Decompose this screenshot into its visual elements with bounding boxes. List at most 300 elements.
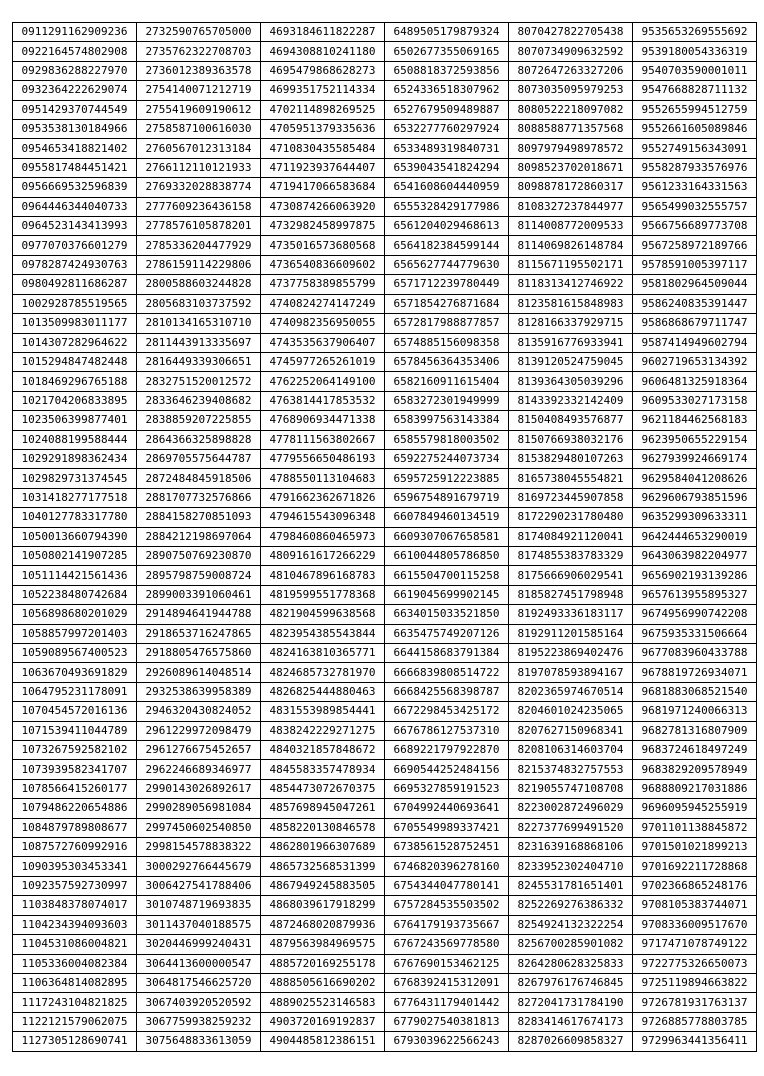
table-cell: 8118313412746922 bbox=[509, 275, 633, 294]
table-cell: 6768392415312091 bbox=[385, 973, 509, 992]
table-cell: 8254924132322254 bbox=[509, 915, 633, 934]
table-row bbox=[13, 1012, 757, 1031]
table-cell: 6574885156098358 bbox=[385, 333, 509, 352]
table-cell: 6757284535503502 bbox=[385, 896, 509, 915]
table-cell: 9587414949602794 bbox=[633, 333, 757, 352]
table-cell: 2735762322708703 bbox=[137, 42, 261, 61]
table-row bbox=[13, 411, 757, 430]
table-cell: 2864366325898828 bbox=[137, 430, 261, 449]
table-cell: 9657613955895327 bbox=[633, 585, 757, 604]
table-cell: 9552655994512759 bbox=[633, 100, 757, 119]
table-cell: 4702114898269525 bbox=[261, 100, 385, 119]
table-cell: 1023506399877401 bbox=[13, 411, 137, 430]
table-cell: 0978287424930763 bbox=[13, 255, 137, 274]
table-cell: 8197078593894167 bbox=[509, 663, 633, 682]
table-cell: 2997450602540850 bbox=[137, 818, 261, 837]
table-cell: 4889025523146583 bbox=[261, 993, 385, 1012]
table-cell: 2769332028838774 bbox=[137, 178, 261, 197]
table-cell: 1014307282964622 bbox=[13, 333, 137, 352]
table-cell: 1021704206833895 bbox=[13, 391, 137, 410]
table-cell: 4768906934471338 bbox=[261, 411, 385, 430]
table-cell: 4824163810365771 bbox=[261, 644, 385, 663]
table-cell: 3064413600000547 bbox=[137, 954, 261, 973]
table-cell: 4888505616690202 bbox=[261, 973, 385, 992]
number-table-body bbox=[13, 23, 757, 1052]
table-cell: 8150408493576877 bbox=[509, 411, 633, 430]
table-row bbox=[13, 760, 757, 779]
table-cell: 6634015033521850 bbox=[385, 605, 509, 624]
table-cell: 1064795231178091 bbox=[13, 682, 137, 701]
table-row bbox=[13, 488, 757, 507]
table-cell: 4705951379335636 bbox=[261, 120, 385, 139]
table-cell: 4868039617918299 bbox=[261, 896, 385, 915]
table-cell: 6585579818003502 bbox=[385, 430, 509, 449]
table-cell: 2810134165310710 bbox=[137, 314, 261, 333]
table-cell: 4695479868628273 bbox=[261, 61, 385, 80]
table-row bbox=[13, 314, 757, 333]
table-row bbox=[13, 508, 757, 527]
table-cell: 1104234394093603 bbox=[13, 915, 137, 934]
table-cell: 9552749156343091 bbox=[633, 139, 757, 158]
number-table bbox=[12, 22, 757, 1052]
table-cell: 9642444653290019 bbox=[633, 527, 757, 546]
table-cell: 4788550113104683 bbox=[261, 469, 385, 488]
table-cell: 6527679509489887 bbox=[385, 100, 509, 119]
table-cell: 9681883068521540 bbox=[633, 682, 757, 701]
table-cell: 8252269276386332 bbox=[509, 896, 633, 915]
table-cell: 6582160911615404 bbox=[385, 372, 509, 391]
table-cell: 0964523143413993 bbox=[13, 217, 137, 236]
table-cell: 0911291162909236 bbox=[13, 23, 137, 42]
table-cell: 1029829731374545 bbox=[13, 469, 137, 488]
table-cell: 8272041731784190 bbox=[509, 993, 633, 1012]
table-row bbox=[13, 139, 757, 158]
table-cell: 6524336518307962 bbox=[385, 81, 509, 100]
table-cell: 1056898680201029 bbox=[13, 605, 137, 624]
table-cell: 8204601024235065 bbox=[509, 702, 633, 721]
table-row bbox=[13, 430, 757, 449]
table-row bbox=[13, 838, 757, 857]
table-cell: 9578591005397117 bbox=[633, 255, 757, 274]
table-cell: 2811443913335697 bbox=[137, 333, 261, 352]
table-cell: 1059089567400523 bbox=[13, 644, 137, 663]
table-cell: 0951429370744549 bbox=[13, 100, 137, 119]
table-cell: 2832751520012572 bbox=[137, 372, 261, 391]
table-cell: 6555328429177986 bbox=[385, 197, 509, 216]
table-cell: 0932364222629074 bbox=[13, 81, 137, 100]
table-cell: 4862801966307689 bbox=[261, 838, 385, 857]
table-cell: 4885720169255178 bbox=[261, 954, 385, 973]
table-cell: 2786159114229806 bbox=[137, 255, 261, 274]
table-row bbox=[13, 333, 757, 352]
table-cell: 8143392332142409 bbox=[509, 391, 633, 410]
table-cell: 4693184611822287 bbox=[261, 23, 385, 42]
table-cell: 9586240835391447 bbox=[633, 294, 757, 313]
table-row bbox=[13, 275, 757, 294]
table-cell: 0929836288227970 bbox=[13, 61, 137, 80]
table-cell: 8139120524759045 bbox=[509, 352, 633, 371]
table-cell: 2932538639958389 bbox=[137, 682, 261, 701]
table-cell: 6502677355069165 bbox=[385, 42, 509, 61]
table-cell: 8174855383783329 bbox=[509, 546, 633, 565]
table-cell: 1106364814082895 bbox=[13, 973, 137, 992]
table-cell: 8231639168868106 bbox=[509, 838, 633, 857]
table-cell: 4867949245883505 bbox=[261, 876, 385, 895]
table-cell: 9565499032555757 bbox=[633, 197, 757, 216]
table-cell: 4826825444880463 bbox=[261, 682, 385, 701]
table-cell: 6561204029468613 bbox=[385, 217, 509, 236]
table-cell: 4779556650486193 bbox=[261, 449, 385, 468]
table-row bbox=[13, 585, 757, 604]
table-cell: 6635475749207126 bbox=[385, 624, 509, 643]
table-cell: 4831553989854441 bbox=[261, 702, 385, 721]
table-cell: 4810467896168783 bbox=[261, 566, 385, 585]
table-row bbox=[13, 566, 757, 585]
table-cell: 8150766938032176 bbox=[509, 430, 633, 449]
table-cell: 4743535637906407 bbox=[261, 333, 385, 352]
table-cell: 8139364305039296 bbox=[509, 372, 633, 391]
table-cell: 4740982356950055 bbox=[261, 314, 385, 333]
table-row bbox=[13, 799, 757, 818]
table-cell: 4823954385543844 bbox=[261, 624, 385, 643]
table-cell: 6592275244073734 bbox=[385, 449, 509, 468]
table-cell: 4854473072670375 bbox=[261, 779, 385, 798]
table-cell: 8219055747108708 bbox=[509, 779, 633, 798]
table-cell: 8202365974670514 bbox=[509, 682, 633, 701]
table-cell: 9717471078749122 bbox=[633, 935, 757, 954]
table-cell: 8175666906029541 bbox=[509, 566, 633, 585]
table-cell: 2838859207225855 bbox=[137, 411, 261, 430]
table-cell: 3064817546625720 bbox=[137, 973, 261, 992]
table-row bbox=[13, 178, 757, 197]
table-cell: 9681971240066313 bbox=[633, 702, 757, 721]
table-cell: 2926089614048514 bbox=[137, 663, 261, 682]
table-row bbox=[13, 255, 757, 274]
table-row bbox=[13, 779, 757, 798]
table-cell: 8098878172860317 bbox=[509, 178, 633, 197]
table-cell: 4879563984969575 bbox=[261, 935, 385, 954]
table-cell: 8256700285901082 bbox=[509, 935, 633, 954]
table-cell: 9643063982204977 bbox=[633, 546, 757, 565]
table-cell: 1078566415260177 bbox=[13, 779, 137, 798]
table-cell: 9702366865248176 bbox=[633, 876, 757, 895]
table-cell: 8070734909632592 bbox=[509, 42, 633, 61]
table-cell: 1105336004082384 bbox=[13, 954, 137, 973]
table-row bbox=[13, 61, 757, 80]
table-cell: 0980492811686287 bbox=[13, 275, 137, 294]
table-cell: 8245531781651401 bbox=[509, 876, 633, 895]
table-cell: 4824685732781970 bbox=[261, 663, 385, 682]
table-cell: 9552661605089846 bbox=[633, 120, 757, 139]
table-cell: 9674956990742208 bbox=[633, 605, 757, 624]
table-cell: 9696095945255919 bbox=[633, 799, 757, 818]
table-row bbox=[13, 935, 757, 954]
table-row bbox=[13, 158, 757, 177]
table-cell: 0956669532596839 bbox=[13, 178, 137, 197]
table-row bbox=[13, 624, 757, 643]
table-cell: 4791662362671826 bbox=[261, 488, 385, 507]
table-cell: 2998154578838322 bbox=[137, 838, 261, 857]
table-cell: 1024088199588444 bbox=[13, 430, 137, 449]
table-row bbox=[13, 702, 757, 721]
table-cell: 9708105383744071 bbox=[633, 896, 757, 915]
table-cell: 8215374832757553 bbox=[509, 760, 633, 779]
table-cell: 9567258972189766 bbox=[633, 236, 757, 255]
table-cell: 1013509983011177 bbox=[13, 314, 137, 333]
table-cell: 4903720169192837 bbox=[261, 1012, 385, 1031]
table-row bbox=[13, 1032, 757, 1051]
table-row bbox=[13, 449, 757, 468]
table-cell: 9547668828711132 bbox=[633, 81, 757, 100]
table-cell: 6672298453425172 bbox=[385, 702, 509, 721]
table-cell: 4865732568531399 bbox=[261, 857, 385, 876]
table-cell: 4857698945047261 bbox=[261, 799, 385, 818]
table-row bbox=[13, 896, 757, 915]
table-cell: 1092357592730997 bbox=[13, 876, 137, 895]
table-cell: 1079486220654886 bbox=[13, 799, 137, 818]
table-cell: 8233952302404710 bbox=[509, 857, 633, 876]
table-cell: 1127305128690741 bbox=[13, 1032, 137, 1051]
table-cell: 9682781316807909 bbox=[633, 721, 757, 740]
table-cell: 4778111563802667 bbox=[261, 430, 385, 449]
table-cell: 6541608604440959 bbox=[385, 178, 509, 197]
table-cell: 6704992440693641 bbox=[385, 799, 509, 818]
table-cell: 3067403920520592 bbox=[137, 993, 261, 1012]
table-cell: 4710830435585484 bbox=[261, 139, 385, 158]
table-cell: 2961276675452657 bbox=[137, 741, 261, 760]
table-cell: 1050013660794390 bbox=[13, 527, 137, 546]
table-cell: 4694308810241180 bbox=[261, 42, 385, 61]
table-row bbox=[13, 236, 757, 255]
table-cell: 8072647263327206 bbox=[509, 61, 633, 80]
table-cell: 8088588771357568 bbox=[509, 120, 633, 139]
table-cell: 9701692211728868 bbox=[633, 857, 757, 876]
table-row bbox=[13, 993, 757, 1012]
table-cell: 9609533027173158 bbox=[633, 391, 757, 410]
table-cell: 9701101138845872 bbox=[633, 818, 757, 837]
table-row bbox=[13, 391, 757, 410]
table-cell: 9586868679711747 bbox=[633, 314, 757, 333]
table-cell: 9688809217031886 bbox=[633, 779, 757, 798]
table-cell: 1073939582341707 bbox=[13, 760, 137, 779]
table-cell: 6676786127537310 bbox=[385, 721, 509, 740]
table-cell: 8264280628325833 bbox=[509, 954, 633, 973]
table-cell: 1015294847482448 bbox=[13, 352, 137, 371]
table-cell: 6596754891679719 bbox=[385, 488, 509, 507]
table-cell: 1018469296765188 bbox=[13, 372, 137, 391]
table-cell: 4845583357478934 bbox=[261, 760, 385, 779]
table-cell: 6578456364353406 bbox=[385, 352, 509, 371]
table-row bbox=[13, 818, 757, 837]
table-cell: 8135916776933941 bbox=[509, 333, 633, 352]
table-cell: 4699351752114334 bbox=[261, 81, 385, 100]
table-cell: 3006427541788406 bbox=[137, 876, 261, 895]
table-cell: 6767690153462125 bbox=[385, 954, 509, 973]
table-cell: 3000292766445679 bbox=[137, 857, 261, 876]
table-cell: 9677083960433788 bbox=[633, 644, 757, 663]
table-cell: 9678819726934071 bbox=[633, 663, 757, 682]
table-cell: 6695327859191523 bbox=[385, 779, 509, 798]
table-cell: 0953538130184966 bbox=[13, 120, 137, 139]
table-cell: 4735016573680568 bbox=[261, 236, 385, 255]
table-cell: 1029291898362434 bbox=[13, 449, 137, 468]
table-cell: 6793039622566243 bbox=[385, 1032, 509, 1051]
table-cell: 1050802141907285 bbox=[13, 546, 137, 565]
table-cell: 6583997563143384 bbox=[385, 411, 509, 430]
table-cell: 9535653269555692 bbox=[633, 23, 757, 42]
table-cell: 4762252064149100 bbox=[261, 372, 385, 391]
table-cell: 2884212198697064 bbox=[137, 527, 261, 546]
table-cell: 1103848378074017 bbox=[13, 896, 137, 915]
table-cell: 8185827451798948 bbox=[509, 585, 633, 604]
table-cell: 8207627150968341 bbox=[509, 721, 633, 740]
table-cell: 8169723445907858 bbox=[509, 488, 633, 507]
table-cell: 9623950655229154 bbox=[633, 430, 757, 449]
table-cell: 6508818372593856 bbox=[385, 61, 509, 80]
table-row bbox=[13, 721, 757, 740]
table-cell: 6565627744779630 bbox=[385, 255, 509, 274]
table-cell: 6489505179879324 bbox=[385, 23, 509, 42]
table-row bbox=[13, 857, 757, 876]
table-cell: 2777609236436158 bbox=[137, 197, 261, 216]
table-cell: 0977070376601279 bbox=[13, 236, 137, 255]
table-cell: 8128166337929715 bbox=[509, 314, 633, 333]
table-cell: 9558287933576976 bbox=[633, 158, 757, 177]
table-cell: 6668425568398787 bbox=[385, 682, 509, 701]
table-cell: 8114069826148784 bbox=[509, 236, 633, 255]
table-cell: 8108327237844977 bbox=[509, 197, 633, 216]
table-cell: 4740824274147249 bbox=[261, 294, 385, 313]
table-row bbox=[13, 644, 757, 663]
table-cell: 1122121579062075 bbox=[13, 1012, 137, 1031]
table-cell: 2785336204477929 bbox=[137, 236, 261, 255]
table-cell: 9708336009517670 bbox=[633, 915, 757, 934]
table-cell: 6689221797922870 bbox=[385, 741, 509, 760]
table-cell: 6764179193735667 bbox=[385, 915, 509, 934]
table-row bbox=[13, 217, 757, 236]
table-cell: 2778576105878201 bbox=[137, 217, 261, 236]
table-cell: 1084879789808677 bbox=[13, 818, 137, 837]
table-cell: 4821904599638568 bbox=[261, 605, 385, 624]
table-cell: 4798460860465973 bbox=[261, 527, 385, 546]
table-cell: 2758587100616030 bbox=[137, 120, 261, 139]
table-cell: 2760567012313184 bbox=[137, 139, 261, 158]
table-cell: 2914894641944788 bbox=[137, 605, 261, 624]
table-cell: 2962246689346977 bbox=[137, 760, 261, 779]
table-cell: 4838242229271275 bbox=[261, 721, 385, 740]
table-cell: 9540703590001011 bbox=[633, 61, 757, 80]
table-cell: 9581802964509044 bbox=[633, 275, 757, 294]
table-cell: 4904485812386151 bbox=[261, 1032, 385, 1051]
table-cell: 6595725912223885 bbox=[385, 469, 509, 488]
table-cell: 1117243104821825 bbox=[13, 993, 137, 1012]
table-cell: 6571854276871684 bbox=[385, 294, 509, 313]
table-cell: 6644158683791384 bbox=[385, 644, 509, 663]
table-cell: 9726885778803785 bbox=[633, 1012, 757, 1031]
table-cell: 4858220130846578 bbox=[261, 818, 385, 837]
table-row bbox=[13, 23, 757, 42]
table-cell: 9683829209578949 bbox=[633, 760, 757, 779]
table-cell: 4794615543096348 bbox=[261, 508, 385, 527]
table-cell: 6572817988877857 bbox=[385, 314, 509, 333]
table-cell: 9683724618497249 bbox=[633, 741, 757, 760]
table-cell: 4819599551778368 bbox=[261, 585, 385, 604]
table-cell: 1058857997201403 bbox=[13, 624, 137, 643]
table-cell: 8098523702018671 bbox=[509, 158, 633, 177]
table-cell: 8267976176746845 bbox=[509, 973, 633, 992]
table-cell: 4711923937644407 bbox=[261, 158, 385, 177]
table-row bbox=[13, 294, 757, 313]
table-cell: 6746820396278160 bbox=[385, 857, 509, 876]
table-cell: 9606481325918364 bbox=[633, 372, 757, 391]
table-cell: 6571712239780449 bbox=[385, 275, 509, 294]
table-cell: 4763814417853532 bbox=[261, 391, 385, 410]
table-cell: 6738561528752451 bbox=[385, 838, 509, 857]
table-row bbox=[13, 876, 757, 895]
table-row bbox=[13, 605, 757, 624]
table-cell: 2946320430824052 bbox=[137, 702, 261, 721]
table-cell: 9656902193139286 bbox=[633, 566, 757, 585]
table-cell: 9726781931763137 bbox=[633, 993, 757, 1012]
table-cell: 1104531086004821 bbox=[13, 935, 137, 954]
table-row bbox=[13, 682, 757, 701]
table-cell: 8227377699491520 bbox=[509, 818, 633, 837]
table-cell: 2890750769230870 bbox=[137, 546, 261, 565]
table-cell: 4737758389855799 bbox=[261, 275, 385, 294]
table-cell: 3020446999240431 bbox=[137, 935, 261, 954]
table-cell: 2918805476575860 bbox=[137, 644, 261, 663]
table-cell: 8195223869402476 bbox=[509, 644, 633, 663]
table-cell: 9539180054336319 bbox=[633, 42, 757, 61]
table-cell: 6539043541824294 bbox=[385, 158, 509, 177]
table-row bbox=[13, 372, 757, 391]
table-cell: 8073035095979253 bbox=[509, 81, 633, 100]
table-cell: 1063670493691829 bbox=[13, 663, 137, 682]
table-cell: 2833646239408682 bbox=[137, 391, 261, 410]
table-cell: 1051114421561436 bbox=[13, 566, 137, 585]
table-cell: 6705549989337421 bbox=[385, 818, 509, 837]
table-cell: 3075648833613059 bbox=[137, 1032, 261, 1051]
table-row bbox=[13, 527, 757, 546]
table-cell: 3010748719693835 bbox=[137, 896, 261, 915]
table-cell: 2872484845918506 bbox=[137, 469, 261, 488]
table-row bbox=[13, 120, 757, 139]
table-cell: 6615504700115258 bbox=[385, 566, 509, 585]
table-row bbox=[13, 663, 757, 682]
table-row bbox=[13, 197, 757, 216]
table-cell: 1002928785519565 bbox=[13, 294, 137, 313]
table-cell: 6779027540381813 bbox=[385, 1012, 509, 1031]
table-cell: 9566756689773708 bbox=[633, 217, 757, 236]
table-cell: 2805683103737592 bbox=[137, 294, 261, 313]
table-cell: 6583272301949999 bbox=[385, 391, 509, 410]
table-row bbox=[13, 915, 757, 934]
table-cell: 8123581615848983 bbox=[509, 294, 633, 313]
table-cell: 0964446344040733 bbox=[13, 197, 137, 216]
table-cell: 2869705575644787 bbox=[137, 449, 261, 468]
table-cell: 9725119894663822 bbox=[633, 973, 757, 992]
table-cell: 8115671195502171 bbox=[509, 255, 633, 274]
table-row bbox=[13, 546, 757, 565]
table-cell: 1031418277177518 bbox=[13, 488, 137, 507]
table-cell: 8174084921120041 bbox=[509, 527, 633, 546]
table-row bbox=[13, 42, 757, 61]
table-cell: 8287026609858327 bbox=[509, 1032, 633, 1051]
table-cell: 8283414617674173 bbox=[509, 1012, 633, 1031]
table-row bbox=[13, 973, 757, 992]
table-cell: 2881707732576866 bbox=[137, 488, 261, 507]
table-cell: 4730874266063920 bbox=[261, 197, 385, 216]
